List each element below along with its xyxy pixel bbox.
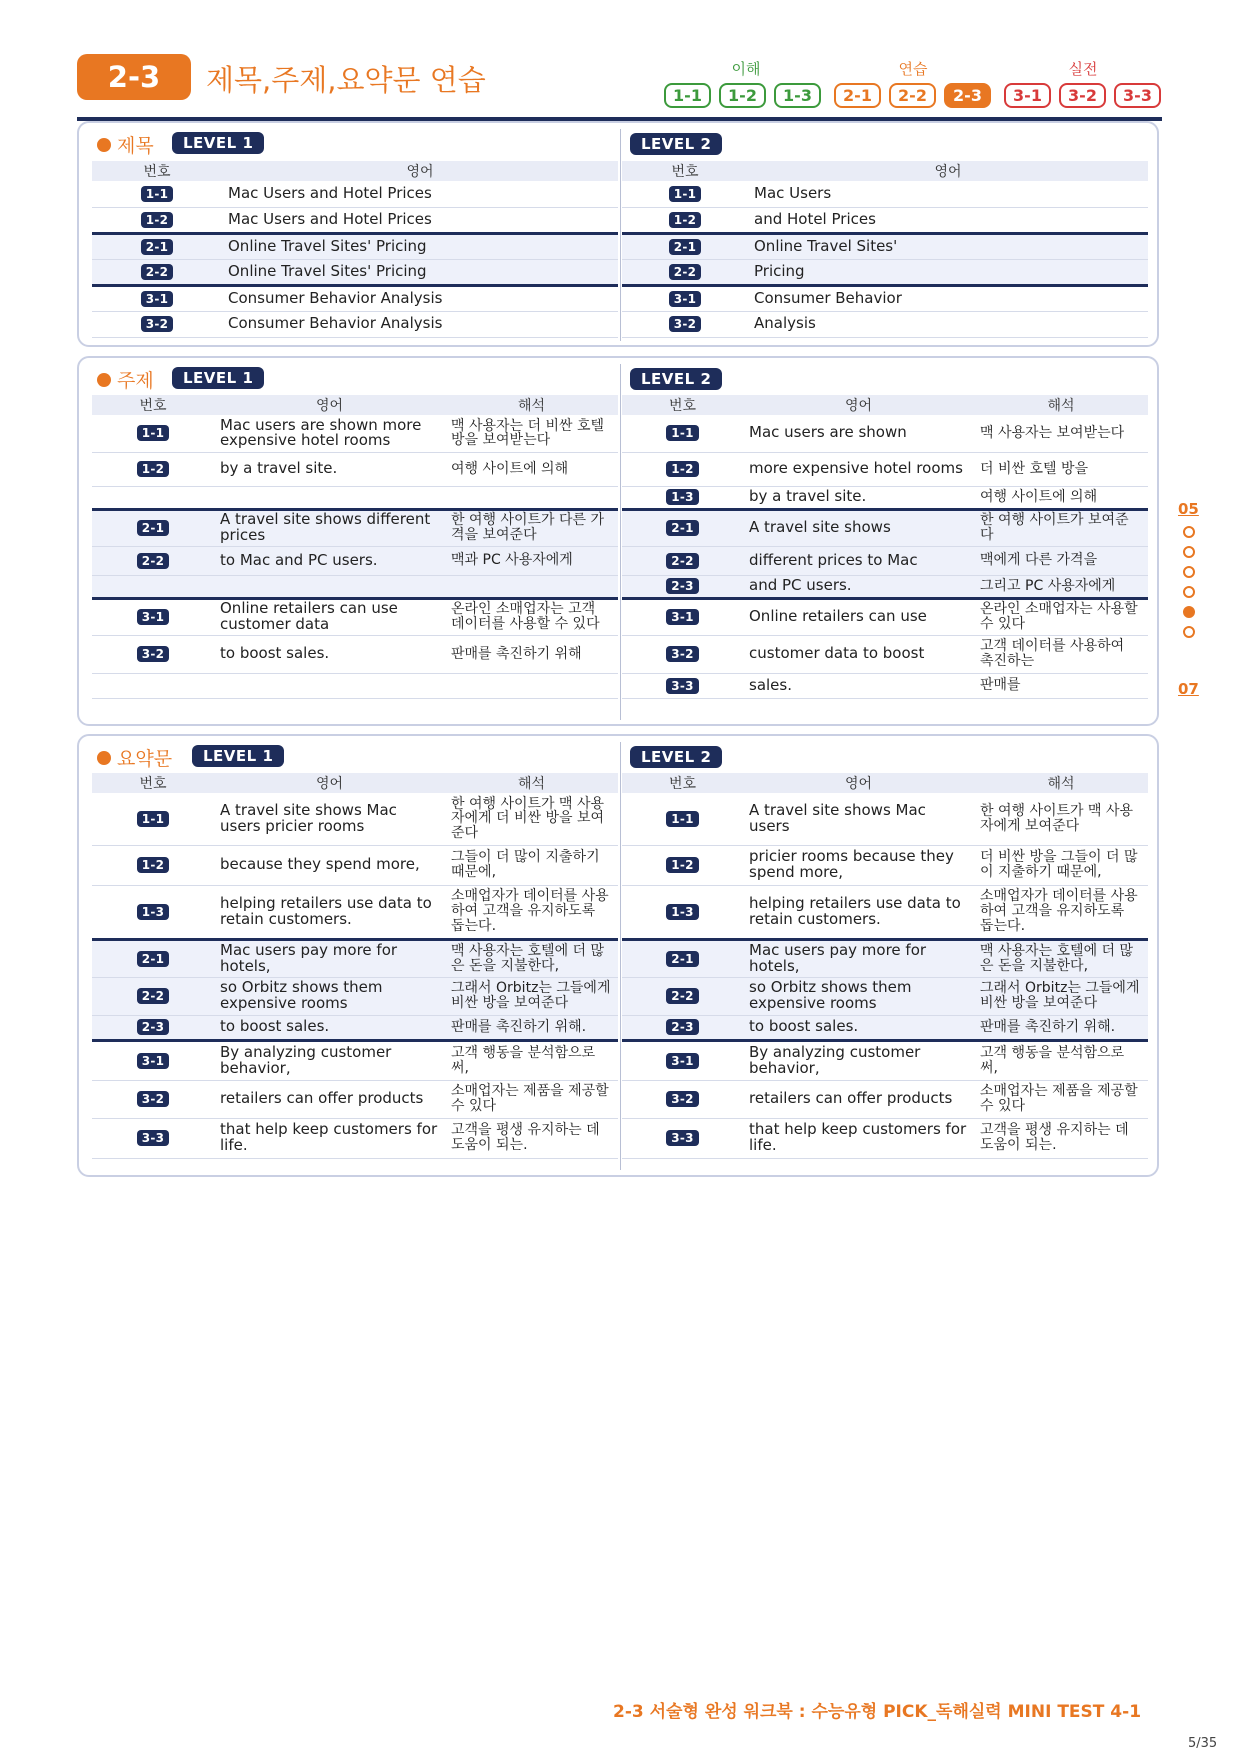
nav-button-1-2[interactable]: 1-2 <box>719 83 766 108</box>
row-number-cell <box>622 977 743 1015</box>
table-row <box>622 486 1148 509</box>
level1-badge: LEVEL 1 <box>172 367 264 389</box>
nav-button-3-1[interactable]: 3-1 <box>1004 83 1051 108</box>
row-number-badge: 1-1 <box>669 186 702 202</box>
bullet-icon <box>97 138 111 152</box>
row-number-badge: 1-2 <box>666 461 699 477</box>
progress-circle-icon <box>1183 626 1195 638</box>
english-cell: sales. <box>743 673 974 698</box>
row-number-badge: 3-2 <box>666 1091 699 1107</box>
title-level2-table <box>622 161 1148 338</box>
row-number-cell <box>92 635 214 673</box>
row-number-cell <box>92 486 214 509</box>
row-number-cell <box>622 207 748 233</box>
header-eng: 영어 <box>743 773 974 793</box>
english-cell: customer data to boost <box>743 635 974 673</box>
nav-button-3-3[interactable]: 3-3 <box>1114 83 1161 108</box>
english-cell: Mac users pay more for hotels, <box>214 939 445 977</box>
row-number-badge: 2-2 <box>137 988 170 1004</box>
table-row <box>622 1040 1148 1080</box>
row-number-cell <box>622 509 743 546</box>
row-number-badge: 1-1 <box>137 425 170 441</box>
table-row <box>92 598 618 635</box>
row-number-badge: 3-3 <box>137 1130 170 1146</box>
english-cell: Consumer Behavior Analysis <box>222 285 618 311</box>
row-number-cell <box>92 311 222 337</box>
row-number-badge: 3-1 <box>669 291 702 307</box>
column-divider <box>620 364 621 720</box>
bullet-icon <box>97 751 111 765</box>
row-number-cell <box>92 845 214 885</box>
table-row <box>92 181 618 207</box>
korean-cell <box>445 673 618 698</box>
table-row <box>92 311 618 337</box>
table-row <box>92 285 618 311</box>
korean-cell: 고객을 평생 유지하는 데 도움이 되는. <box>974 1118 1148 1158</box>
english-cell: Online retailers can use <box>743 598 974 635</box>
row-number-badge: 3-1 <box>666 1053 699 1069</box>
english-cell: A travel site shows Mac users pricier rooms <box>214 793 445 845</box>
english-cell: Online retailers can use customer data <box>214 598 445 635</box>
row-number-cell <box>622 793 743 845</box>
english-cell: that help keep customers for life. <box>214 1118 445 1158</box>
row-number-cell <box>92 233 222 259</box>
progress-circle-icon <box>1183 526 1195 538</box>
level2-badge: LEVEL 2 <box>630 746 722 768</box>
nav-category-real: 실전 <box>1068 60 1098 78</box>
english-cell: to boost sales. <box>214 1015 445 1040</box>
header-kor: 해석 <box>445 773 618 793</box>
row-number-badge: 3-2 <box>666 646 699 662</box>
row-number-cell <box>622 486 743 509</box>
english-cell: helping retailers use data to retain customers. <box>214 885 445 939</box>
row-number-badge: 1-1 <box>666 811 699 827</box>
header-eng: 영어 <box>748 161 1148 181</box>
side-progress-top: 05 <box>1178 500 1199 518</box>
row-number-badge: 2-2 <box>666 988 699 1004</box>
table-row <box>622 233 1148 259</box>
korean-cell: 고객 행동을 분석함으로써, <box>974 1040 1148 1080</box>
side-progress-bottom: 07 <box>1178 680 1199 698</box>
table-row <box>92 793 618 845</box>
row-number-badge: 2-2 <box>669 264 702 280</box>
row-number-cell <box>622 939 743 977</box>
row-number-cell <box>92 415 214 452</box>
table-row <box>622 311 1148 337</box>
english-cell: so Orbitz shows them expensive rooms <box>743 977 974 1015</box>
row-number-badge: 2-2 <box>141 264 174 280</box>
table-row <box>622 977 1148 1015</box>
korean-cell: 소매업자는 제품을 제공할 수 있다 <box>445 1080 618 1118</box>
header-eng: 영어 <box>214 395 445 415</box>
korean-cell: 판매를 <box>974 673 1148 698</box>
korean-cell: 맥 사용자는 호텔에 더 많은 돈을 지불한다, <box>974 939 1148 977</box>
row-number-cell <box>622 181 748 207</box>
english-cell: Online Travel Sites' <box>748 233 1148 259</box>
nav-button-1-1[interactable]: 1-1 <box>664 83 711 108</box>
english-cell <box>214 486 445 509</box>
row-number-cell <box>92 452 214 486</box>
row-number-badge: 2-3 <box>666 1019 699 1035</box>
english-cell: to boost sales. <box>214 635 445 673</box>
table-row <box>92 259 618 285</box>
row-number-cell <box>622 415 743 452</box>
table-row <box>92 575 618 598</box>
korean-cell: 한 여행 사이트가 보여준다 <box>974 509 1148 546</box>
row-number-cell <box>622 233 748 259</box>
english-cell: and PC users. <box>743 575 974 598</box>
row-number-cell <box>92 977 214 1015</box>
row-number-cell <box>622 546 743 575</box>
nav-category-understand: 이해 <box>731 60 761 78</box>
english-cell: Mac users are shown more expensive hotel rooms <box>214 415 445 452</box>
korean-cell: 맥 사용자는 보여받는다 <box>974 415 1148 452</box>
english-cell: Mac users pay more for hotels, <box>743 939 974 977</box>
row-number-cell <box>622 1015 743 1040</box>
header-kor: 해석 <box>974 773 1148 793</box>
korean-cell: 고객 행동을 분석함으로써, <box>445 1040 618 1080</box>
table-row <box>92 1080 618 1118</box>
korean-cell: 맥 사용자는 더 비싼 호텔 방을 보여받는다 <box>445 415 618 452</box>
row-number-badge: 2-2 <box>137 553 170 569</box>
english-cell: that help keep customers for life. <box>743 1118 974 1158</box>
english-cell: and Hotel Prices <box>748 207 1148 233</box>
bullet-icon <box>97 373 111 387</box>
page-number: 5/35 <box>1188 1736 1218 1751</box>
header-num: 번호 <box>622 161 748 181</box>
table-row <box>622 673 1148 698</box>
table-row <box>622 546 1148 575</box>
progress-circle-active-icon <box>1183 606 1195 618</box>
nav-button-3-2[interactable]: 3-2 <box>1059 83 1106 108</box>
row-number-cell <box>622 1080 743 1118</box>
row-number-badge: 3-3 <box>666 1130 699 1146</box>
korean-cell: 맥과 PC 사용자에게 <box>445 546 618 575</box>
row-number-badge: 2-1 <box>666 520 699 536</box>
english-cell: Online Travel Sites' Pricing <box>222 233 618 259</box>
row-number-cell <box>92 259 222 285</box>
english-cell: pricier rooms because they spend more, <box>743 845 974 885</box>
header-kor: 해석 <box>445 395 618 415</box>
progress-circle-icon <box>1183 546 1195 558</box>
english-cell: Analysis <box>748 311 1148 337</box>
table-row <box>622 285 1148 311</box>
table-row <box>622 1080 1148 1118</box>
english-cell: helping retailers use data to retain customers. <box>743 885 974 939</box>
english-cell <box>214 575 445 598</box>
english-cell: retailers can offer products <box>214 1080 445 1118</box>
row-number-cell <box>92 673 214 698</box>
title-panel <box>77 121 1159 347</box>
korean-cell: 더 비싼 호텔 방을 <box>974 452 1148 486</box>
english-cell: Consumer Behavior <box>748 285 1148 311</box>
english-cell: A travel site shows <box>743 509 974 546</box>
row-number-cell <box>92 598 214 635</box>
row-number-badge: 2-1 <box>666 951 699 967</box>
table-row <box>92 1118 618 1158</box>
row-number-badge: 3-2 <box>141 316 174 332</box>
english-cell: retailers can offer products <box>743 1080 974 1118</box>
row-number-badge: 1-1 <box>137 811 170 827</box>
row-number-badge: 1-3 <box>666 489 699 505</box>
table-row <box>92 452 618 486</box>
topic-level1-table <box>92 395 618 699</box>
row-number-badge: 2-2 <box>666 553 699 569</box>
korean-cell: 맥 사용자는 호텔에 더 많은 돈을 지불한다, <box>445 939 618 977</box>
header-kor: 해석 <box>974 395 1148 415</box>
row-number-badge: 2-1 <box>141 239 174 255</box>
summary-panel <box>77 734 1159 1177</box>
table-row <box>622 1015 1148 1040</box>
korean-cell: 여행 사이트에 의해 <box>974 486 1148 509</box>
row-number-badge: 1-2 <box>666 857 699 873</box>
korean-cell: 고객을 평생 유지하는 데 도움이 되는. <box>445 1118 618 1158</box>
section-label-topic: 주제 <box>97 366 154 393</box>
nav-button-2-1[interactable]: 2-1 <box>834 83 881 108</box>
table-row <box>92 939 618 977</box>
english-cell: by a travel site. <box>743 486 974 509</box>
english-cell: Mac users are shown <box>743 415 974 452</box>
table-row <box>92 486 618 509</box>
table-row <box>622 452 1148 486</box>
row-number-badge: 2-1 <box>137 951 170 967</box>
korean-cell: 소매업자가 데이터를 사용하여 고객을 유지하도록 돕는다. <box>974 885 1148 939</box>
table-row <box>92 635 618 673</box>
table-row <box>622 793 1148 845</box>
korean-cell: 한 여행 사이트가 맥 사용자에게 더 비싼 방을 보여준다 <box>445 793 618 845</box>
table-row <box>622 259 1148 285</box>
nav-button-1-3[interactable]: 1-3 <box>774 83 821 108</box>
english-cell: to Mac and PC users. <box>214 546 445 575</box>
english-cell: so Orbitz shows them expensive rooms <box>214 977 445 1015</box>
topic-panel <box>77 356 1159 726</box>
english-cell: A travel site shows different prices <box>214 509 445 546</box>
row-number-cell <box>92 546 214 575</box>
row-number-cell <box>92 509 214 546</box>
row-number-cell <box>622 575 743 598</box>
english-cell: Pricing <box>748 259 1148 285</box>
korean-cell: 그리고 PC 사용자에게 <box>974 575 1148 598</box>
row-number-badge: 3-1 <box>141 291 174 307</box>
row-number-badge: 2-3 <box>666 578 699 594</box>
korean-cell: 맥에게 다른 가격을 <box>974 546 1148 575</box>
korean-cell: 여행 사이트에 의해 <box>445 452 618 486</box>
row-number-badge: 1-3 <box>137 904 170 920</box>
footer-title: 2-3 서술형 완성 워크북 : 수능유형 PICK_독해실력 MINI TEST 4-1 <box>613 1702 1142 1722</box>
table-row <box>92 845 618 885</box>
row-number-cell <box>92 793 214 845</box>
row-number-badge: 1-2 <box>137 857 170 873</box>
progress-circle-icon <box>1183 566 1195 578</box>
korean-cell: 온라인 소매업자는 사용할 수 있다 <box>974 598 1148 635</box>
english-cell: more expensive hotel rooms <box>743 452 974 486</box>
table-row <box>92 1040 618 1080</box>
table-row <box>92 546 618 575</box>
row-number-cell <box>622 885 743 939</box>
table-row <box>622 845 1148 885</box>
table-row <box>92 415 618 452</box>
table-row <box>92 977 618 1015</box>
nav-category-practice: 연습 <box>898 60 928 78</box>
row-number-badge: 3-2 <box>137 1091 170 1107</box>
row-number-cell <box>622 598 743 635</box>
korean-cell: 고객 데이터를 사용하여 촉진하는 <box>974 635 1148 673</box>
title-level1-table <box>92 161 618 338</box>
nav-button-2-2[interactable]: 2-2 <box>889 83 936 108</box>
english-cell: because they spend more, <box>214 845 445 885</box>
row-number-badge: 1-1 <box>141 186 174 202</box>
summary-level1-table <box>92 773 618 1159</box>
english-cell: Mac Users and Hotel Prices <box>222 181 618 207</box>
table-row <box>622 207 1148 233</box>
section-label-title: 제목 <box>97 131 154 158</box>
progress-circle-icon <box>1183 586 1195 598</box>
row-number-cell <box>622 311 748 337</box>
korean-cell: 더 비싼 방을 그들이 더 많이 지출하기 때문에, <box>974 845 1148 885</box>
english-cell: By analyzing customer behavior, <box>214 1040 445 1080</box>
level2-badge: LEVEL 2 <box>630 368 722 390</box>
korean-cell: 판매를 촉진하기 위해. <box>974 1015 1148 1040</box>
row-number-cell <box>92 1080 214 1118</box>
row-number-badge: 2-3 <box>137 1019 170 1035</box>
row-number-badge: 2-1 <box>137 520 170 536</box>
row-number-cell <box>622 452 743 486</box>
row-number-cell <box>622 259 748 285</box>
summary-level2-table <box>622 773 1148 1159</box>
table-row <box>622 939 1148 977</box>
header-eng: 영어 <box>214 773 445 793</box>
table-row <box>622 885 1148 939</box>
row-number-badge: 3-2 <box>669 316 702 332</box>
table-row <box>92 885 618 939</box>
row-number-badge: 2-1 <box>669 239 702 255</box>
table-row <box>622 415 1148 452</box>
korean-cell <box>445 486 618 509</box>
section-label-summary: 요약문 <box>97 744 172 771</box>
english-cell: A travel site shows Mac users <box>743 793 974 845</box>
row-number-cell <box>92 575 214 598</box>
unit-badge: 2-3 <box>77 54 191 100</box>
row-number-cell <box>92 1015 214 1040</box>
row-number-badge: 3-1 <box>137 1053 170 1069</box>
english-cell: Mac Users and Hotel Prices <box>222 207 618 233</box>
row-number-cell <box>92 207 222 233</box>
row-number-cell <box>622 845 743 885</box>
english-cell: By analyzing customer behavior, <box>743 1040 974 1080</box>
korean-cell: 온라인 소매업자는 고객 데이터를 사용할 수 있다 <box>445 598 618 635</box>
korean-cell: 그래서 Orbitz는 그들에게 비싼 방을 보여준다 <box>974 977 1148 1015</box>
column-divider <box>620 129 621 341</box>
row-number-badge: 3-3 <box>666 678 699 694</box>
korean-cell: 소매업자는 제품을 제공할 수 있다 <box>974 1080 1148 1118</box>
row-number-cell <box>622 285 748 311</box>
table-row <box>92 509 618 546</box>
table-row <box>92 233 618 259</box>
table-row <box>622 181 1148 207</box>
header-eng: 영어 <box>743 395 974 415</box>
table-row <box>622 509 1148 546</box>
topic-level2-table <box>622 395 1148 699</box>
row-number-cell <box>622 1040 743 1080</box>
column-divider <box>620 742 621 1170</box>
row-number-badge: 3-1 <box>137 609 170 625</box>
row-number-badge: 1-2 <box>669 212 702 228</box>
korean-cell: 판매를 촉진하기 위해. <box>445 1015 618 1040</box>
header-num: 번호 <box>92 395 214 415</box>
korean-cell: 소매업자가 데이터를 사용하여 고객을 유지하도록 돕는다. <box>445 885 618 939</box>
row-number-badge: 1-3 <box>666 904 699 920</box>
row-number-cell <box>92 1118 214 1158</box>
korean-cell <box>445 575 618 598</box>
row-number-badge: 3-2 <box>137 646 170 662</box>
row-number-badge: 3-1 <box>666 609 699 625</box>
row-number-cell <box>622 635 743 673</box>
nav-button-2-3[interactable]: 2-3 <box>944 83 991 108</box>
row-number-cell <box>92 181 222 207</box>
level1-badge: LEVEL 1 <box>192 745 284 767</box>
table-row <box>622 598 1148 635</box>
header-num: 번호 <box>622 395 743 415</box>
table-row <box>92 673 618 698</box>
korean-cell: 그들이 더 많이 지출하기 때문에, <box>445 845 618 885</box>
korean-cell: 판매를 촉진하기 위해 <box>445 635 618 673</box>
row-number-badge: 1-2 <box>141 212 174 228</box>
row-number-cell <box>92 939 214 977</box>
row-number-badge: 1-1 <box>666 425 699 441</box>
row-number-badge: 1-2 <box>137 461 170 477</box>
table-row <box>92 1015 618 1040</box>
row-number-cell <box>622 1118 743 1158</box>
header-num: 번호 <box>622 773 743 793</box>
page-title: 제목,주제,요약문 연습 <box>206 63 486 97</box>
header-eng: 영어 <box>222 161 618 181</box>
english-cell: Online Travel Sites' Pricing <box>222 259 618 285</box>
english-cell: to boost sales. <box>743 1015 974 1040</box>
english-cell <box>214 673 445 698</box>
table-row <box>622 575 1148 598</box>
table-row <box>622 1118 1148 1158</box>
english-cell: Mac Users <box>748 181 1148 207</box>
korean-cell: 한 여행 사이트가 다른 가격을 보여준다 <box>445 509 618 546</box>
level1-badge: LEVEL 1 <box>172 132 264 154</box>
row-number-cell <box>92 285 222 311</box>
row-number-cell <box>92 885 214 939</box>
korean-cell: 그래서 Orbitz는 그들에게 비싼 방을 보여준다 <box>445 977 618 1015</box>
table-row <box>622 635 1148 673</box>
row-number-cell <box>622 673 743 698</box>
table-row <box>92 207 618 233</box>
english-cell: Consumer Behavior Analysis <box>222 311 618 337</box>
english-cell: by a travel site. <box>214 452 445 486</box>
english-cell: different prices to Mac <box>743 546 974 575</box>
level2-badge: LEVEL 2 <box>630 133 722 155</box>
header-num: 번호 <box>92 773 214 793</box>
row-number-cell <box>92 1040 214 1080</box>
korean-cell: 한 여행 사이트가 맥 사용자에게 보여준다 <box>974 793 1148 845</box>
header-num: 번호 <box>92 161 222 181</box>
